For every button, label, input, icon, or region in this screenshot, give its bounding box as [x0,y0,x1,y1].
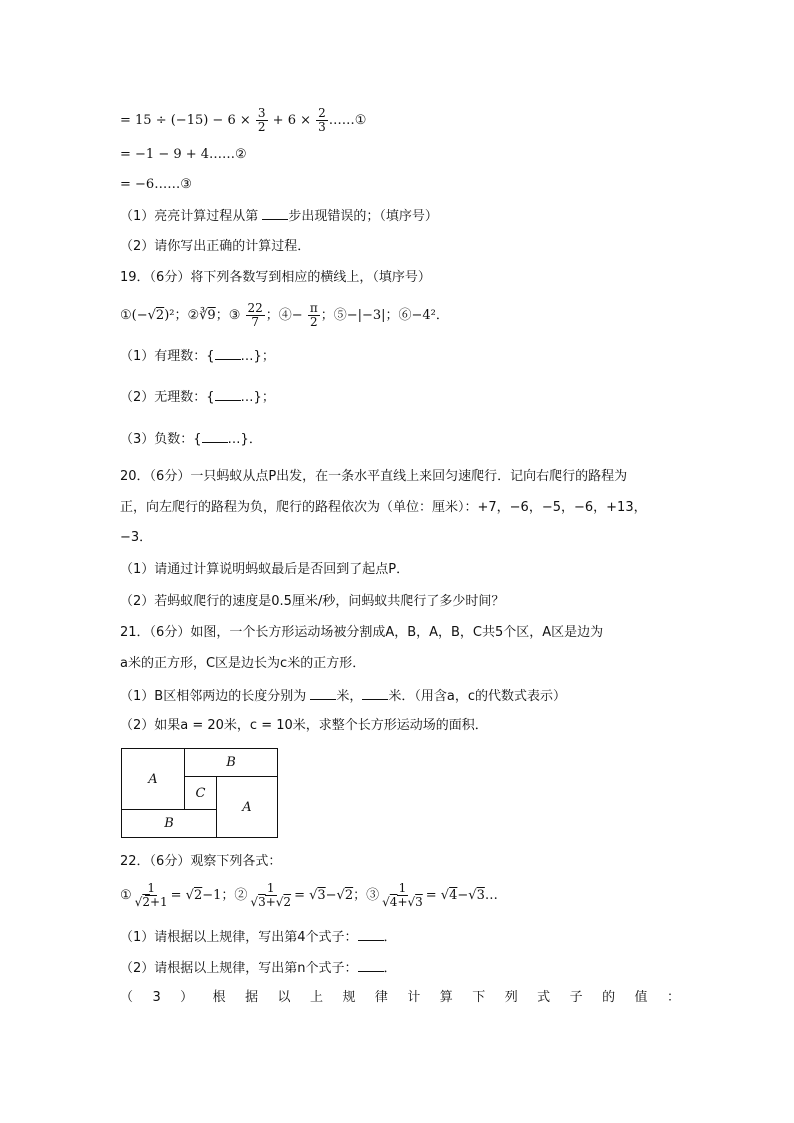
answer-blank[interactable] [215,386,241,401]
q22-sub3-char: ） [180,990,194,1005]
fraction-3-2: $\frac{3}{2}$ [257,106,266,134]
q19-sub2: （2）无理数：{ …}； [120,386,275,408]
q22-sub3-char: 算 [439,990,453,1005]
q22-sub3-char: 值 [634,990,648,1005]
q21-line2: a米的正方形，C区是边长为c米的正方形． [120,656,366,671]
fraction-q22-2: $\frac{1}{√3+√2}$ [250,881,292,909]
q22-sub2: （2）请根据以上规律，写出第n个式子： ． [120,957,397,979]
q18-sub1: （1）亮亮计算过程从第 步出现错误的；（填序号） [120,205,438,227]
zone-a-bottom-right: A [216,776,278,838]
answer-blank[interactable] [358,957,384,972]
q22-sub3-char: 式 [537,990,551,1005]
q19-sub1: （1）有理数：{ …}； [120,345,275,367]
q22-sub3-char: 计 [407,990,421,1005]
answer-blank[interactable] [362,685,388,700]
q22-sub3 [120,988,680,1008]
fraction-q22-1: $\frac{1}{√2+1}$ [134,881,168,909]
calc-step-1-marker: ……① [328,113,367,128]
q19-numbers: ①(−√2)²；②∛9；③ $\frac{22}{7}$ ；④− $\frac{\pi}{2}$ ；⑤−|−3|；⑥−4²． [120,301,449,329]
q22-sub3-char: 律 [374,990,388,1005]
calc-step-2: = −1 − 9 + 4……② [120,147,247,162]
zone-b-top-right: B [184,748,278,777]
answer-blank[interactable] [358,926,384,941]
q20-sub2: （2）若蚂蚁爬行的速度是0.5厘米/秒，问蚂蚁共爬行了多少时间？ [120,594,505,609]
q19-sub3: （3）负数：{ …}． [120,428,262,450]
q20-line1: 20．（6分）一只蚂蚁从点P出发，在一条水平直线上来回匀速爬行．记向右爬行的路程为 [120,469,628,484]
fraction-2-3: $\frac{2}{3}$ [318,106,326,134]
q22-sub3-char: 的 [602,990,616,1005]
answer-blank[interactable] [202,428,228,443]
q18-sub2: （2）请你写出正确的计算过程． [120,239,311,254]
q22-sub3-char: 3 [152,990,161,1005]
q19-title: 19．（6分）将下列各数写到相应的横线上，（填序号） [120,270,431,285]
answer-blank[interactable] [215,345,241,360]
q21-sub1: （1）B区相邻两边的长度分别为 米， 米．（用含a，c的代数式表示） [120,685,566,707]
calc-step-3: = −6……③ [120,177,192,192]
zone-b-bottom-left: B [121,809,217,838]
fraction-pi-2: $\frac{\pi}{2}$ [309,301,318,329]
q22-sub3-char: 子 [569,990,583,1005]
q22-sub3-char: 上 [309,990,323,1005]
answer-blank[interactable] [262,205,288,220]
q22-sub3-char: （ [120,990,134,1005]
q21-line1: 21．（6分）如图，一个长方形运动场被分割成A，B，A，B，C共5个区，A区是边为 [120,625,604,640]
q20-sub1: （1）请通过计算说明蚂蚁最后是否回到了起点P． [120,562,410,577]
q22-formulas: ① $\frac{1}{√2+1}$ = √2−1；② $\frac{1}{√3+√2}$ = √3−√2；③ $\frac{1}{√4+√3}$ = √4−√3… [120,881,498,909]
q22-title: 22．（6分）观察下列各式： [120,854,282,869]
zone-c-center: C [184,776,217,810]
q20-line3: −3． [120,530,153,545]
answer-blank[interactable] [310,685,336,700]
q22-sub3-char: 下 [472,990,486,1005]
q22-sub3-char: 规 [342,990,356,1005]
q22-sub3-char: 列 [504,990,518,1005]
q22-sub3-char: 据 [245,990,259,1005]
q20-line2: 正，向左爬行的路程为负，爬行的路程依次为（单位：厘米）：+7，−6，−5，−6，+13， [120,500,647,515]
q22-sub3-char: 根 [212,990,226,1005]
q22-sub3-char: 以 [277,990,291,1005]
fraction-22-7: $\frac{22}{7}$ [247,301,263,329]
q22-sub3-char: ： [666,990,680,1005]
zone-a-top-left: A [121,748,185,810]
calc-step-1: = 15 ÷ (−15) − 6 × $\frac{3}{2}$ + 6 × $\frac{2}{3}$ ……① [120,106,367,134]
q21-sub2: （2）如果a = 20米，c = 10米，求整个长方形运动场的面积． [120,718,488,733]
fraction-q22-3: $\frac{1}{√4+√3}$ [382,881,423,909]
q22-sub1: （1）请根据以上规律，写出第4个式子： ． [120,926,397,948]
field-diagram [121,748,278,838]
